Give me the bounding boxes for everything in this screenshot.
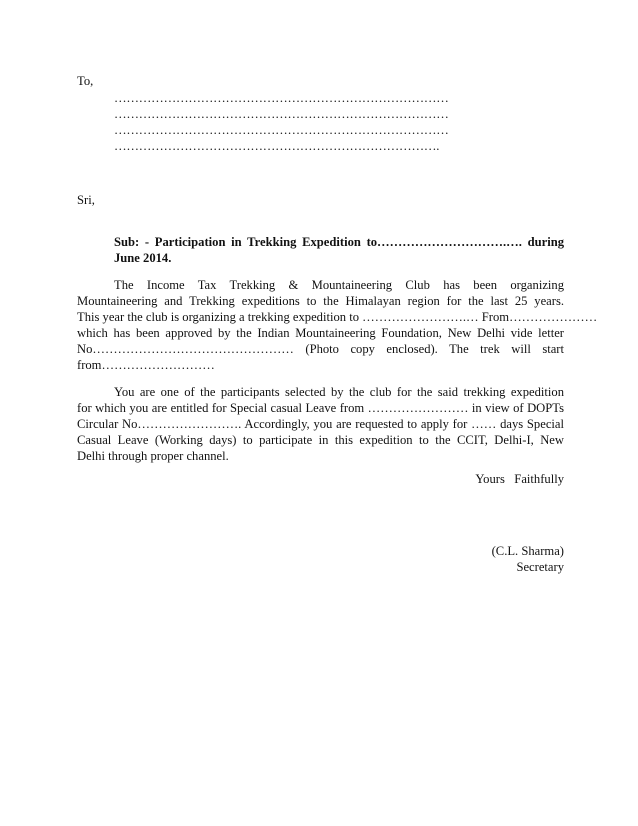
paragraph2-line-1: You are one of the participants selected by the club for the said trekking expedition bbox=[114, 385, 564, 399]
paragraph2-line-2: for which you are entitled for Special casual Leave from …………………… in view of DOPTs bbox=[77, 401, 564, 415]
paragraph2-line-5: Delhi through proper channel. bbox=[77, 449, 229, 463]
paragraph1-line-4: which has been approved by the Indian Mountaineering Foundation, New Delhi vide letter bbox=[77, 326, 564, 340]
paragraph1-line-3: This year the club is organizing a trekking expedition to …………………….… From………………… bbox=[77, 310, 598, 324]
closing: Yours Faithfully bbox=[475, 472, 564, 486]
subject-line-2: June 2014. bbox=[114, 251, 172, 265]
address-line-2: ……………………………………………………………………… bbox=[114, 107, 449, 121]
paragraph1-line-2: Mountaineering and Trekking expeditions to the Himalayan region for the last 25 years. bbox=[77, 294, 564, 308]
address-line-1: ……………………………………………………………………… bbox=[114, 91, 449, 105]
paragraph2-line-3: Circular No……………………. Accordingly, you are requested to apply for …… days Special bbox=[77, 417, 564, 431]
to-label: To, bbox=[77, 74, 94, 88]
address-line-4: ……………………………………………………………………. bbox=[114, 139, 440, 153]
address-line-3: ……………………………………………………………………… bbox=[114, 123, 449, 137]
signatory-name: (C.L. Sharma) bbox=[491, 544, 564, 558]
paragraph1-line-6: from……………………… bbox=[77, 358, 215, 372]
subject-line-1: Sub: - Participation in Trekking Expedition to………………………….…. during bbox=[114, 235, 564, 249]
salutation: Sri, bbox=[77, 193, 95, 207]
paragraph1-line-5: No………………………………………… (Photo copy enclosed). The trek will start bbox=[77, 342, 564, 356]
paragraph2-line-4: Casual Leave (Working days) to participate in this expedition to the CCIT, Delhi-I, New bbox=[77, 433, 564, 447]
paragraph1-line-1: The Income Tax Trekking & Mountaineering Club has been organizing bbox=[114, 278, 564, 292]
signatory-title: Secretary bbox=[516, 560, 564, 574]
